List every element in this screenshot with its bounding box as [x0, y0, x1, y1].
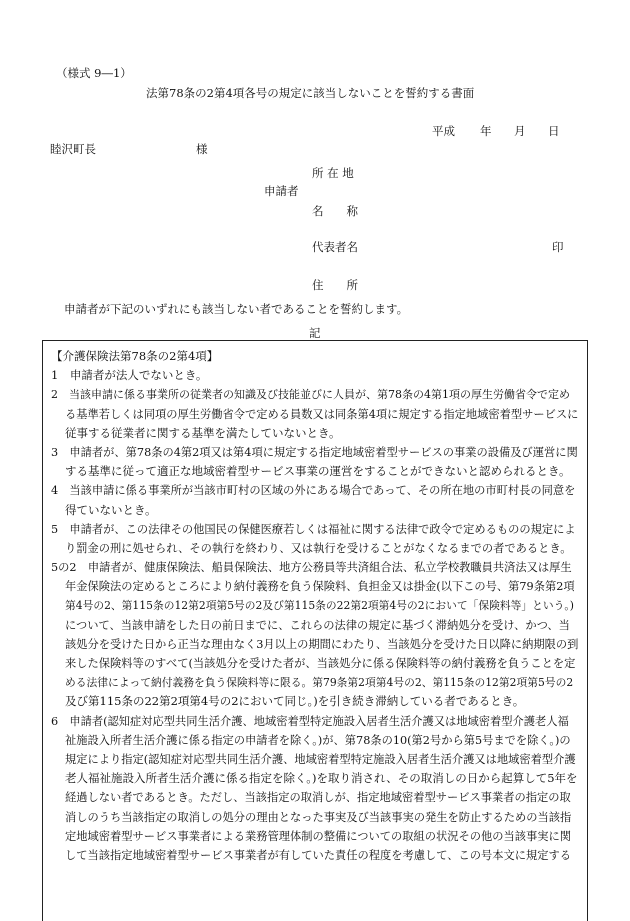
conditions-text [51, 347, 579, 884]
addressee-honorific: 様 [196, 142, 208, 156]
pledge-statement: 申請者が下記のいずれにも該当しない者であることを誓約します。 [64, 302, 409, 316]
date-month: 月 [514, 124, 526, 138]
item-5-2-cont: について、当該申請をした日の前日までに、これらの法律の規定に基づく滞納処分を受け、かつ、当 [65, 618, 570, 632]
item-2: 2 当該申請に係る事業所の従業者の知識及び技能並びに人員が、第78条の4第1項の厚生労働省令で定め [51, 388, 570, 402]
item-5-2: 5の2 申請者が、健康保険法、船員保険法、地方公務員等共済組合法、私立学校教職員共済法又は厚生 [51, 561, 572, 575]
item-6-cont: 老人福祉施設入所者生活介護に係る指定を除く。)を取り消され、その取消しの日から起算して5年を [65, 771, 578, 786]
item-6-cont [51, 865, 579, 884]
conditions-box [42, 340, 588, 921]
item-3-cont: する基準に従って適正な地域密着型サービス事業の運営をすることができないと認められるとき。 [65, 464, 571, 479]
addressee-town: 睦沢町長 [50, 142, 96, 156]
item-6-cont: 経過しない者であるとき。ただし、当該指定の取消しが、指定地域密着型サービス事業者の指定の取 [65, 791, 571, 805]
item-1: 1 申請者が法人でないとき。 [51, 368, 208, 383]
item-6-cont: 消しのうち当該指定の取消しの処分の理由となった事実及び当該事実の発生を防止するための当該指 [65, 810, 572, 824]
date-era: 平成 [432, 124, 455, 138]
location-label: 所 在 地 [312, 166, 354, 180]
document-title: 法第78条の2第4項各号の規定に該当しないことを誓約する書面 [146, 86, 475, 100]
seal-mark: 印 [552, 240, 564, 254]
item-5-2-cont: 及び第115条の22第2項第4号の2において同じ。)を引き続き滞納している者であるとき。 [65, 694, 525, 709]
date-year: 年 [480, 124, 492, 138]
item-5-2-cont: 年金保険法の定めるところにより納付義務を負う保険料、負担金又は掛金(以下この号、第79条第2項 [65, 580, 575, 594]
name-label: 名 称 [312, 204, 358, 218]
address-label: 住 所 [312, 278, 358, 292]
item-2-cont: る基準若しくは同項の厚生労働省令で定める員数又は同条第4項に規定する指定地域密着型サービスに [65, 407, 579, 421]
item-5: 5 申請者が、この法律その他国民の保健医療若しくは福祉に関する法律で政令で定めるものの規定によ [51, 522, 576, 536]
item-5-2-cont: 該処分を受けた日から正当な理由なく3月以上の期間にわたり、当該処分を受けた日以降に納期限の到 [65, 637, 579, 651]
applicant-label: 申請者 [264, 184, 299, 198]
item-5-2-cont: 来した保険料等のすべて(当該処分を受けた者が、当該処分に係る保険料等の納付義務を負うことを定 [65, 657, 576, 670]
item-3: 3 申請者が、第78条の4第2項又は第4項に規定する指定地域密着型サービスの事業の設備及び運営に関 [51, 445, 578, 459]
item-6-cont: 規定により指定(認知症対応型共同生活介護、地域密着型特定施設入居者生活介護又は地域密着型介護 [65, 752, 576, 766]
ki-heading: 記 [309, 326, 321, 340]
representative-label: 代表者名 [312, 240, 358, 254]
item-2-cont: 従事する従業者に関する基準を満たしていないとき。 [65, 425, 341, 440]
item-6-cont: 祉施設入所者生活介護に係る指定の申請者を除く。)が、第78条の10(第2号から第5号までを除く。)の [65, 733, 571, 747]
item-4-cont: 得ていないとき。 [65, 502, 157, 517]
item-5-2-cont: める法律によって納付義務を負う保険料等に限る。第79条第2項第4号の2、第115条の12第2項第5号の2 [65, 676, 574, 690]
item-5-2-cont: 第4号の2、第115条の12第2項第5号の2及び第115条の22第2項第4号の2において「保険料等」という。) [65, 599, 574, 613]
item-5-cont: り罰金の刑に処せられ、その執行を終わり、又は執行を受けることがなくなるまでの者であるとき。 [65, 541, 572, 555]
form-number: （様式 9―1） [56, 66, 132, 80]
item-6: 6 申請者(認知症対応型共同生活介護、地域密着型特定施設入居者生活介護又は地域密着型介護老人福 [51, 714, 569, 728]
law-heading: 【介護保険法第78条の2第4項】 [51, 349, 219, 363]
date-day: 日 [548, 124, 560, 138]
item-4: 4 当該申請に係る事業所が当該市町村の区域の外にある場合であって、その所在地の市町村長の同意を [51, 484, 576, 498]
item-6-cont: 定地域密着型サービス事業者による業務管理体制の整備についての取組の状況その他の当該事実に関 [65, 829, 572, 843]
item-6-cont: して当該指定地域密着型サービス事業者が有していた責任の程度を考慮して、この号本文に規定する [65, 848, 572, 862]
